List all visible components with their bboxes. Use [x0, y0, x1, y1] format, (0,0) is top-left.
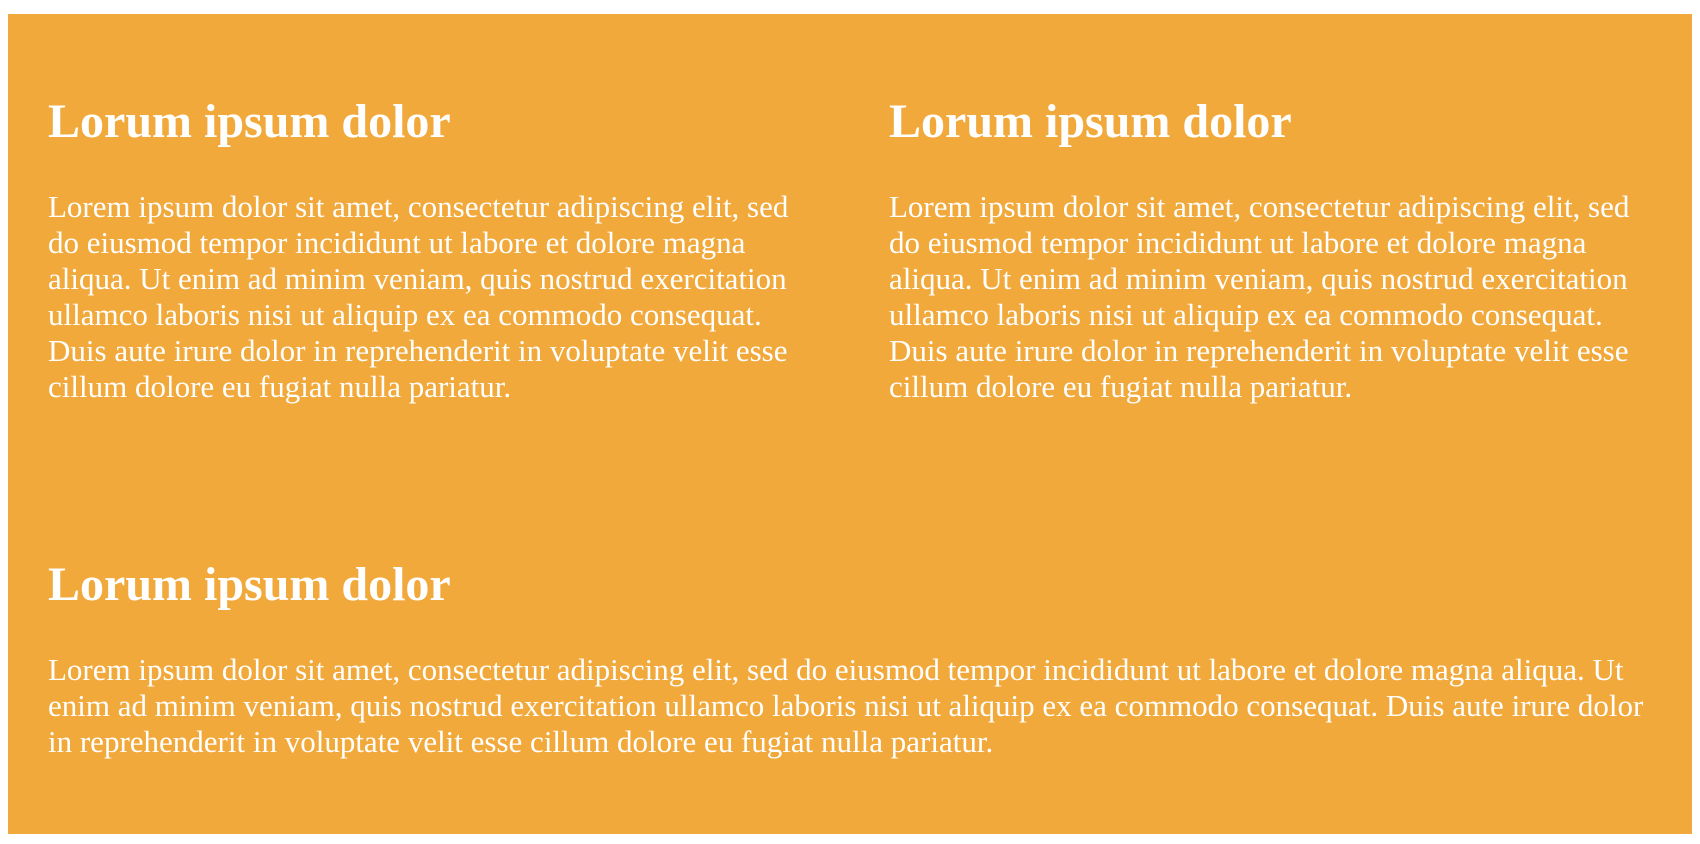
section-3-body: Lorem ipsum dolor sit amet, consectetur adipiscing elit, sed do eiusmod tempor incididunt ut labore et dolore magna aliqua. Ut enim ad minim veniam, quis nostrud exercitation ullamco laboris nisi ut aliquip ex ea commodo consequat. Duis aute irure dolor in reprehenderit in voluptate velit esse cillum dolore eu fugiat nulla pariatur. [48, 651, 1644, 759]
section-3-heading: Lorum ipsum dolor [48, 558, 451, 611]
content-section-2 [889, 96, 1649, 405]
section-1-body: Lorem ipsum dolor sit amet, consectetur adipiscing elit, sed do eiusmod tempor incididunt ut labore et dolore magna aliqua. Ut enim ad minim veniam, quis nostrud exercitation ullamco laboris nisi ut aliquip ex ea commodo consequat. Duis aute irure dolor in reprehenderit in voluptate velit esse cillum dolore eu fugiat nulla pariatur. [48, 188, 789, 404]
content-section-1 [48, 96, 808, 405]
content-panel [8, 14, 1692, 834]
content-section-3 [48, 559, 1668, 760]
section-2-heading: Lorum ipsum dolor [889, 95, 1292, 148]
section-2-body: Lorem ipsum dolor sit amet, consectetur adipiscing elit, sed do eiusmod tempor incididunt ut labore et dolore magna aliqua. Ut enim ad minim veniam, quis nostrud exercitation ullamco laboris nisi ut aliquip ex ea commodo consequat. Duis aute irure dolor in reprehenderit in voluptate velit esse cillum dolore eu fugiat nulla pariatur. [889, 188, 1630, 404]
section-1-heading: Lorum ipsum dolor [48, 95, 451, 148]
